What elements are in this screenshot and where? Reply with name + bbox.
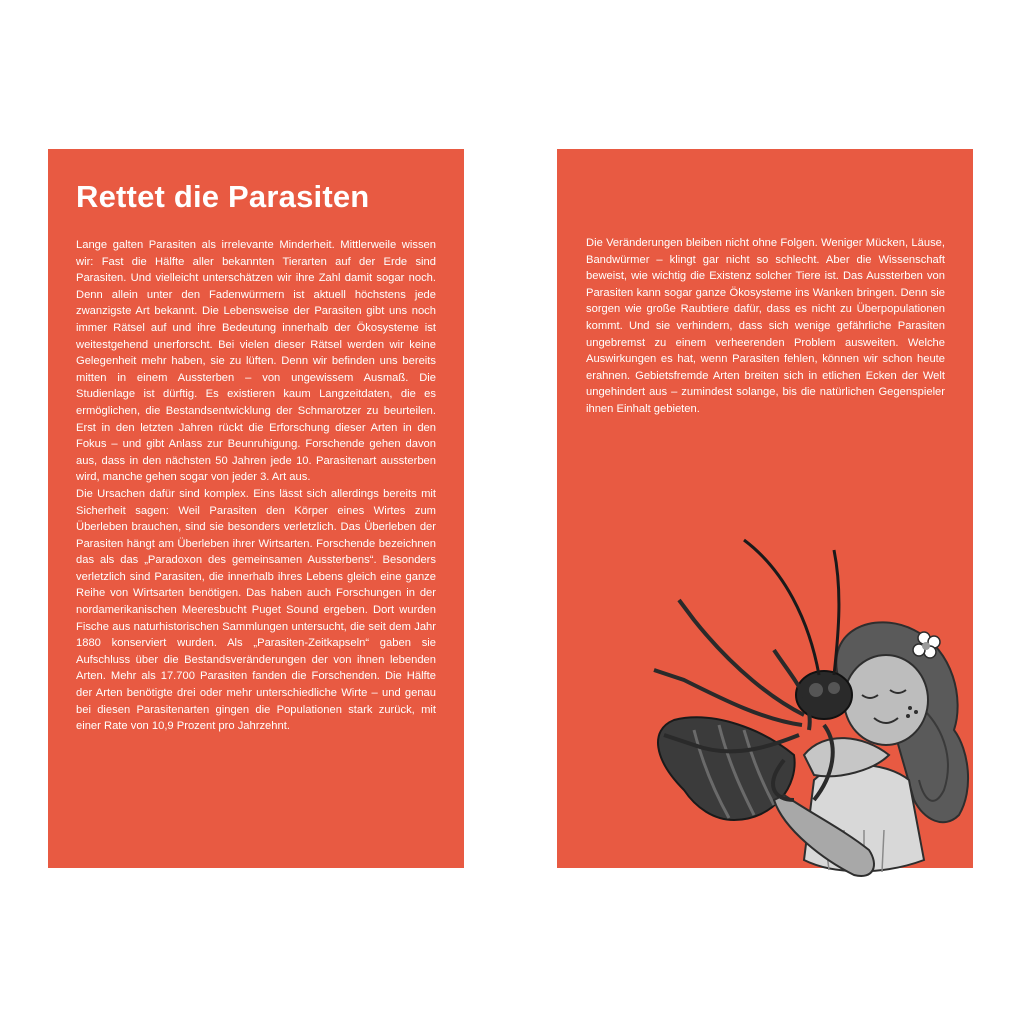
insect-leg (679, 600, 804, 715)
insect-leg (654, 670, 802, 725)
page-title: Rettet die Parasiten (76, 179, 370, 214)
left-paragraph-2: Die Ursachen dafür sind komplex. Eins lässt sich allerdings bereits mit Sicherheit sagen: Weil Parasiten den Körper eines Wirtes zum Überleben brauchen, sind sie besonders verletzlich. Das Überleben der Parasiten hängt am Überleben ihrer Wirtsarten. Forschende bezeichnen das als das „Paradoxon des gemeinsamen Aussterbens“. Besonders verletzlich sind Parasiten, die innerhalb ihres Lebens gleich eine ganze Reihe von Wirtsarten benötigen. Das haben auch Forschungen in der nordamerikanischen Meeresbucht Puget Sound ergeben. Dort wurden Fische aus naturhistorischen Sammlungen untersucht, die seit dem Jahr 1880 konserviert wurden. Als „Parasiten-Zeitkapseln“ gaben sie Aufschluss über die Bestandsveränderungen der von ihnen lebenden Arten. Mehr als 17.700 Parasiten fanden die Forschenden. Die Hälfte der Arten benötigte drei oder mehr unterschiedliche Wirte – und genau bei diesen Parasitenarten gingen die Populationen stark zurück, mit einer Rate von 10,9 Prozent pro Jahrzehnt. (76, 487, 436, 733)
left-page-card (48, 149, 464, 868)
insect-antenna (744, 540, 819, 675)
girl-hugging-insect-illustration (624, 530, 984, 900)
left-paragraph-1: Lange galten Parasiten als irrelevante Minderheit. Mittlerweile wissen wir: Fast die Hälfte aller bekannten Tierarten auf der Erde sind Parasiten. Und vielleicht unterschätzen wir ihre Zahl damit sogar noch. Denn allein unter den Fadenwürmern ist aktuell höchstens jede zwanzigste Art bekannt. Die Lebensweise der Parasiten gibt uns noch immer Rätsel auf und ihre Bedeutung innerhalb der Ökosysteme ist weitestgehend unerforscht. Bei vielen dieser Rätsel werden wir keine Gelegenheit mehr haben, sie zu lüften. Denn wir befinden uns bereits mitten in einem Aussterben – von ungewissem Ausmaß. Die Studienlage ist dürftig. Es existieren kaum Langzeitdaten, die es ermöglichen, die Bestandsentwicklung der Schmarotzer zu beurteilen. Erst in den letzten Jahren rückt die Erforschung dieser Arten in den Fokus – und gibt Anlass zur Beunruhigung. Forschende gehen davon aus, dass in den nächsten 50 Jahren jede 10. Parasitenart aussterben wird, manche gehen sogar von jeder 3. Art aus. (76, 239, 436, 484)
right-paragraph-1: Die Veränderungen bleiben nicht ohne Folgen. Weniger Mücken, Läuse, Bandwürmer – klingt gar nicht so schlecht. Aber die Wissenschaft beweist, wie wichtig die Existenz solcher Tiere ist. Das Aussterben von Parasiten kann sogar ganze Ökosysteme ins Wanken bringen. Denn sie sorgen wie große Raubtiere dafür, dass es nicht zu Überpopulationen kommt. Und sie verhindern, dass sich wenige gefährliche Parasiten ungebremst zu einem verheerenden Problem ausweiten. Welche Auswirkungen es hat, wenn Parasiten fehlen, können wir schon heute erahnen. Gebietsfremde Arten breiten sich in etlichen Ecken der Welt ungehindert aus – zumindest solange, bis die natürlichen Gegenspieler ihnen Einhalt gebieten. (586, 237, 945, 415)
girl-face (844, 655, 928, 745)
